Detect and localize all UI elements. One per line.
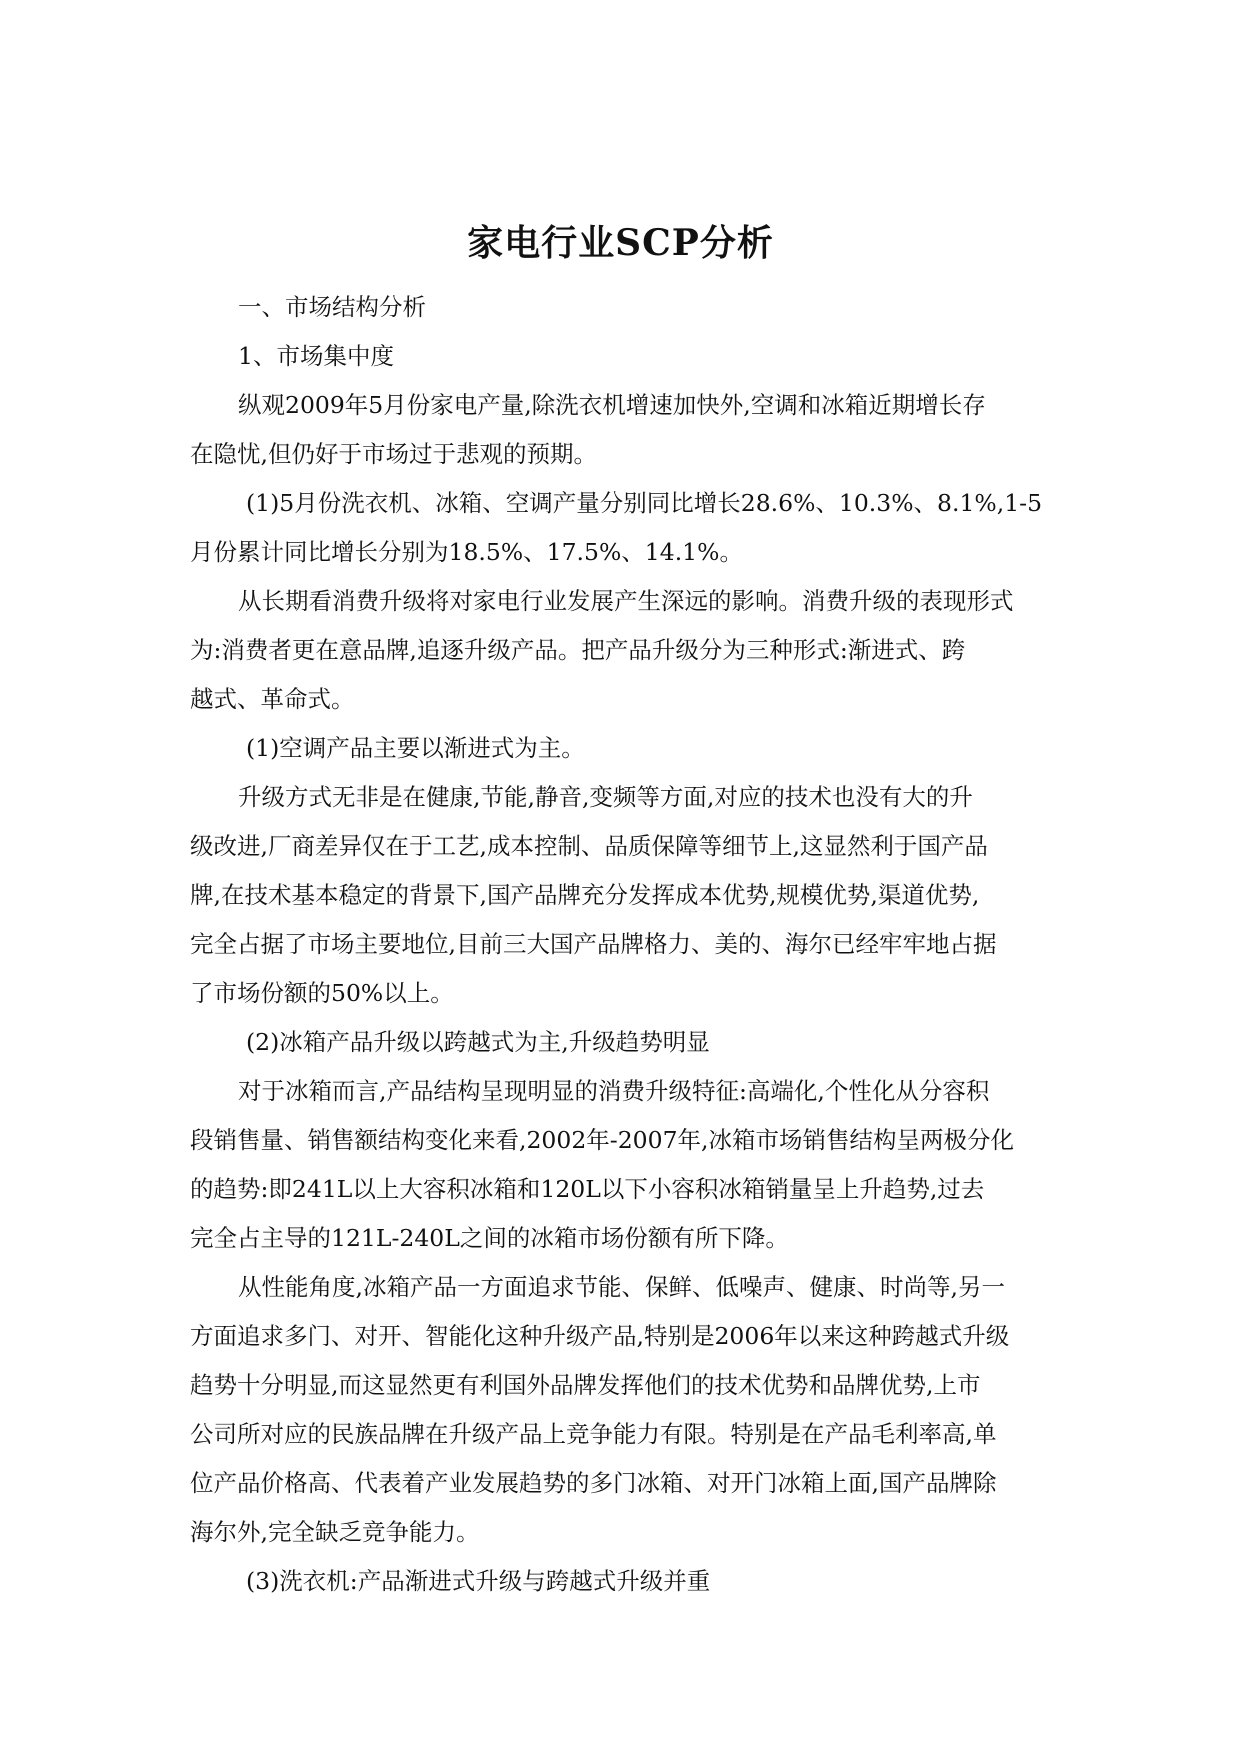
text-line: 级改进,厂商差异仅在于工艺,成本控制、品质保障等细节上,这显然利于国产品 [190, 832, 988, 860]
text-line: 升级方式无非是在健康,节能,静音,变频等方面,对应的技术也没有大的升 [238, 783, 973, 811]
text-line: 在隐忧,但仍好于市场过于悲观的预期。 [190, 440, 597, 468]
text-line: 一、市场结构分析 [238, 293, 426, 321]
text-line: 纵观2009年5月份家电产量,除洗衣机增速加快外,空调和冰箱近期增长存 [238, 391, 986, 419]
text-line: 方面追求多门、对开、智能化这种升级产品,特别是2006年以来这种跨越式升级 [190, 1322, 1010, 1350]
text-line: 完全占主导的121L-240L之间的冰箱市场份额有所下降。 [190, 1224, 789, 1252]
text-line: 从性能角度,冰箱产品一方面追求节能、保鲜、低噪声、健康、时尚等,另一 [238, 1273, 1005, 1301]
text-line: (1)空调产品主要以渐进式为主。 [246, 734, 585, 762]
text-line: 为:消费者更在意品牌,追逐升级产品。把产品升级分为三种形式:渐进式、跨 [190, 636, 966, 664]
text-line: 了市场份额的50%以上。 [190, 979, 454, 1007]
text-line: 海尔外,完全缺乏竞争能力。 [190, 1518, 480, 1546]
text-line: 从长期看消费升级将对家电行业发展产生深远的影响。消费升级的表现形式 [238, 587, 1014, 615]
text-line: (2)冰箱产品升级以跨越式为主,升级趋势明显 [246, 1028, 710, 1056]
text-line: 的趋势:即241L以上大容积冰箱和120L以下小容积冰箱销量呈上升趋势,过去 [190, 1175, 985, 1203]
document-title: 家电行业SCP分析 [467, 222, 774, 264]
text-line: (3)洗衣机:产品渐进式升级与跨越式升级并重 [246, 1567, 711, 1595]
text-line: 越式、革命式。 [190, 685, 355, 713]
text-line: 牌,在技术基本稳定的背景下,国产品牌充分发挥成本优势,规模优势,渠道优势, [190, 881, 980, 909]
text-line: 完全占据了市场主要地位,目前三大国产品牌格力、美的、海尔已经牢牢地占据 [190, 930, 997, 958]
text-line: 段销售量、销售额结构变化来看,2002年-2007年,冰箱市场销售结构呈两极分化 [190, 1126, 1014, 1154]
text-line: 月份累计同比增长分别为18.5%、17.5%、14.1%。 [190, 538, 743, 566]
text-line: 1、市场集中度 [238, 342, 394, 370]
text-line: 位产品价格高、代表着产业发展趋势的多门冰箱、对开门冰箱上面,国产品牌除 [190, 1469, 997, 1497]
text-line: 对于冰箱而言,产品结构呈现明显的消费升级特征:高端化,个性化从分容积 [238, 1077, 990, 1105]
text-line: 趋势十分明显,而这显然更有利国外品牌发挥他们的技术优势和品牌优势,上市 [190, 1371, 981, 1399]
document-body [190, 283, 1052, 1606]
text-line: 公司所对应的民族品牌在升级产品上竞争能力有限。特别是在产品毛利率高,单 [190, 1420, 997, 1448]
text-line: (1)5月份洗衣机、冰箱、空调产量分别同比增长28.6%、10.3%、8.1%,1-5 [246, 489, 1043, 517]
